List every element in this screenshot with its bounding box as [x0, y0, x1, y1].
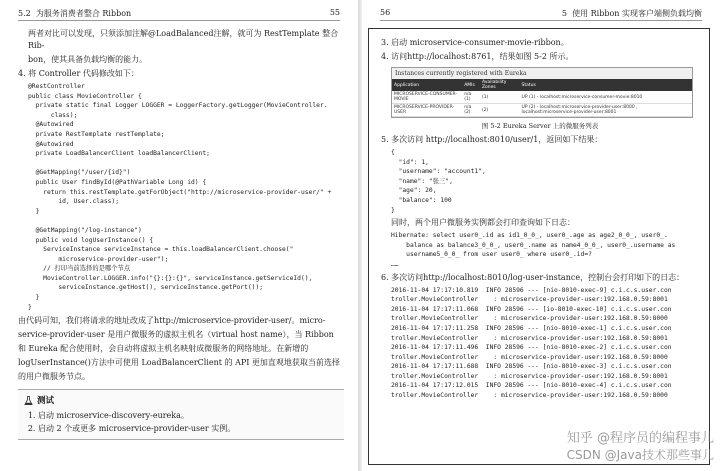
test-title-row: [24, 394, 338, 406]
test-item: 1. 启动 microservice-discovery-eureka。: [38, 409, 338, 422]
test-box: [18, 389, 344, 440]
watermark-csdn: CSDN @Java技术那些事儿: [566, 448, 714, 462]
right-page: [362, 0, 720, 471]
json-result-block: [381, 148, 699, 215]
left-page-number: 55: [329, 8, 340, 17]
eureka-screenshot: [391, 67, 693, 118]
right-page-number: 56: [380, 8, 391, 17]
table-cell: UP (1) - localhost:microservice-consumer-movie:8010: [520, 91, 692, 104]
eureka-panel-title: Instances currently registered with Eureka: [392, 68, 692, 79]
json-result: { "id": 1, "username": "account1", "name": "张三", "age": 20, "balance": 100 }: [391, 149, 486, 214]
step-3-text: 3. 启动 microservice-consumer-movie-ribbon。: [381, 38, 569, 47]
figure-caption: 图 5-2 Eureka Server 上的微服务列表: [481, 122, 599, 130]
controller-code: @RestController public class MovieController { private static final Logger LOGGER = LoggerFactory.getLogger(MovieController. class); @Autowired private RestTemplate restTemplate; @Autowired private LoadBalancerClient loadBalancerClient; @GetMapping("/user/{id}") public User findById(@PathVariable Long id) { return this.restTemplate.getForObject("http://microservice-provider-user/" + id, User.class); } @GetMapping("/log-instance") public void logUserInstance() { ServiceInstance serviceInstance = this.loadBalancerClient.choose(" microservice-provider-user"); // 打印当前选择的是哪个节点 MovieController.LOGGER.info("{}:{}:{}", serviceInstance.getServiceId(), serviceInstance.getHost(), serviceInstance.getPort()); } }: [28, 83, 332, 311]
step-5-text: 5. 多次访问 http://localhost:8010/user/1，返回如下结果：: [381, 135, 603, 144]
right-page-header: [380, 6, 702, 21]
flask-icon: [24, 396, 33, 405]
explanation-line: service-provider-user 是用户微服务的虚拟主机名（virtual host name），当 Ribbon: [18, 330, 334, 340]
console-log-block: [381, 286, 699, 401]
column-header: Status: [520, 79, 692, 91]
table-row: [392, 104, 692, 117]
explanation-line: 和 Eureka 配合使用时，会自动将虚拟主机名映射成微服务的网络地址。在新增的: [18, 344, 309, 354]
explanation-paragraph: [18, 315, 344, 383]
table-row: [392, 91, 692, 104]
left-page-header: [18, 6, 340, 21]
left-page-content: [18, 28, 344, 440]
ellipsis: ……: [391, 260, 399, 268]
table-cell: UP (2) - localhost:microservice-provider-user:8000 , localhost:microservice-provider-user:8001: [520, 104, 692, 117]
eureka-table-header: [392, 79, 692, 91]
table-cell: n/a (1): [462, 91, 480, 104]
table-cell: n/a (2): [462, 104, 480, 117]
hibernate-log-block: [381, 231, 699, 269]
hibernate-log: Hibernate: select user0_.id as id1_0_0_, user0_.age as age2_0_0_, user0_. balance as balance3_0_0_, user0_.name as name4_0_0_, user0_.username as username5_0_0_ from user user0_ where user0_.id=?: [391, 232, 676, 259]
eureka-instances-table: [392, 79, 692, 117]
simultaneous-text: 同时，两个用户微服务实例都会打印查询如下日志：: [391, 218, 575, 228]
explanation-line: logUserInstance()方法中可使用 LoadBalancerClient 的 API 更加直观地获取当前选择: [18, 358, 340, 368]
step-4-text: 4. 将 Controller 代码修改如下：: [18, 69, 139, 78]
right-page-content: [381, 35, 699, 401]
intro-line-2: bon，使其具备负载均衡的能力。: [28, 55, 148, 64]
explanation-line: 由代码可知，我们将请求的地址改成了http://microservice-provider-user/。micro-: [18, 316, 326, 326]
console-log: 2016-11-04 17:17:10.819 INFO 28596 --- [nio-8010-exec-9] c.i.c.s.user.con troller.MovieController : microservice-provider-user:192.168.0.59:8001 2016-11-04 17:17:11.068 INFO 28596 --- [io-8010-exec-10] c.i.c.s.user.con troller.MovieController : microservice-provider-user:192.168.0.59:8000 2016-11-04 17:17:11.258 INFO 28596 --- [nio-8010-exec-1] c.i.c.s.user.con troller.MovieController : microservice-provider-user:192.168.0.59:8001 2016-11-04 17:17:11.496 INFO 28596 --- [nio-8010-exec-2] c.i.c.s.user.con troller.MovieController : microservice-provider-user:192.168.0.59:8000 2016-11-04 17:17:11.688 INFO 28596 --- [nio-8010-exec-3] c.i.c.s.user.con troller.MovieController : microservice-provider-user:192.168.0.59:8001 2016-11-04 17:17:12.015 INFO 28596 --- [nio-8010-exec-4] c.i.c.s.user.con troller.MovieController : microservice-provider-user:192.168.0.59:8000: [391, 286, 672, 400]
watermark: [567, 427, 714, 463]
watermark-zhihu: 知乎 @程序员的编程事儿: [566, 431, 714, 446]
table-cell: (2): [480, 104, 520, 117]
explanation-line: 的用户微服务节点。: [18, 372, 90, 382]
test-title: 测试: [37, 396, 55, 407]
test-list: [24, 409, 338, 435]
right-page-frame: [368, 28, 710, 465]
column-header: Availability Zones: [480, 79, 520, 91]
test-item: 2. 启动 2 个或更多 microservice-provider-user 实例。: [38, 422, 338, 435]
left-page: [0, 0, 358, 471]
controller-code-block: [18, 82, 344, 312]
table-cell: MICROSERVICE-CONSUMER-MOVIE: [392, 91, 462, 104]
column-header: Application: [392, 79, 462, 91]
column-header: AMIs: [462, 79, 480, 91]
table-cell: MICROSERVICE-PROVIDER-USER: [392, 104, 462, 117]
table-cell: (1): [480, 91, 520, 104]
left-header-title: 5.2 为服务消费者整合 Ribbon: [18, 9, 132, 18]
intro-line-1: 两者对比可以发现，只须添加注解@LoadBalanced注解，就可为 RestTemplate 整合 Rib-: [28, 29, 339, 50]
right-header-title: 5 使用 Ribbon 实现客户端侧负载均衡: [561, 9, 702, 18]
step-6-text: 6. 多次访问http://localhost:8010/log-user-instance，控制台会打印如下的日志：: [381, 272, 685, 282]
step-4-text-right: 4. 访问http://localhost:8761，结果如图 5-2 所示。: [381, 52, 574, 61]
